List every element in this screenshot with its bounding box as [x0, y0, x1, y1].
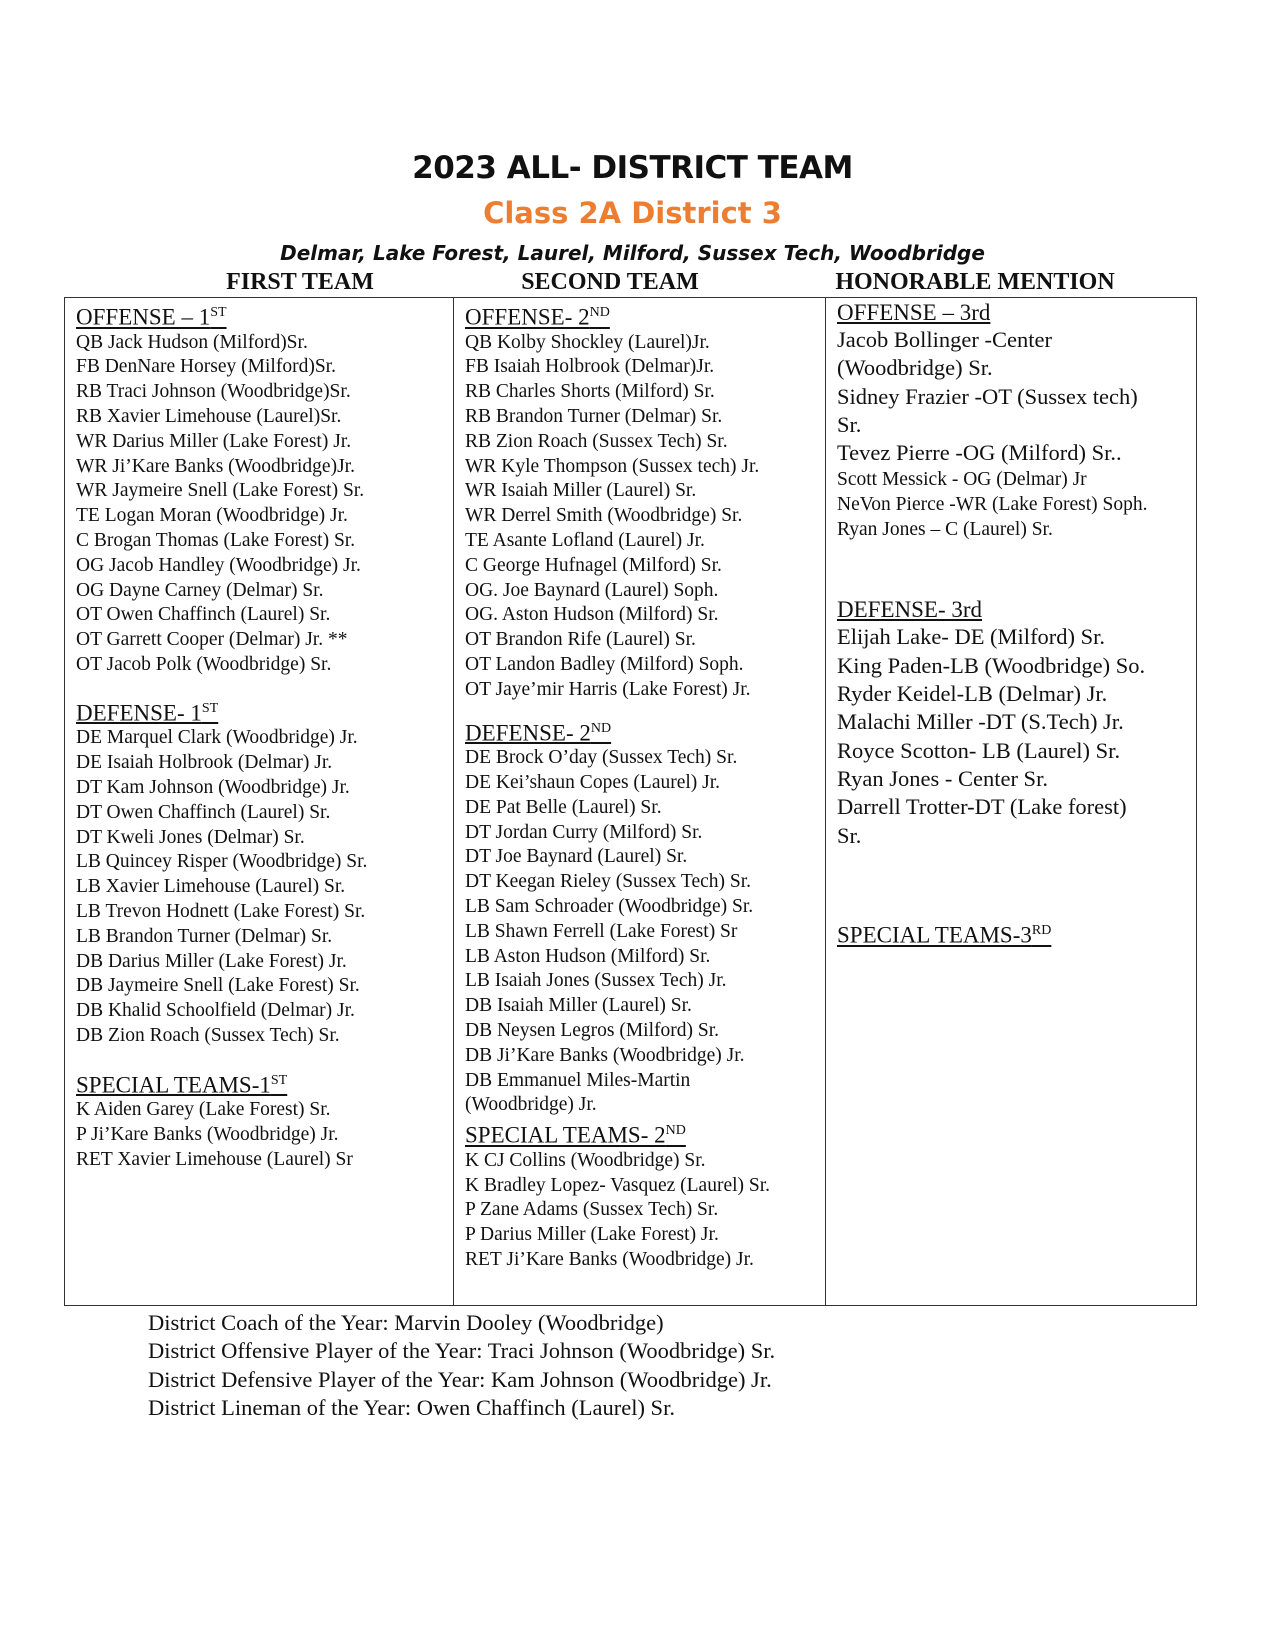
player-entry: DB Zion Roach (Sussex Tech) Sr. [76, 1025, 340, 1047]
player-entry: FB Isaiah Holbrook (Delmar)Jr. [465, 356, 715, 378]
player-entry: King Paden-LB (Woodbridge) So. [837, 652, 1146, 678]
player-entry: DT Joe Baynard (Laurel) Sr. [465, 846, 688, 868]
honorable-mention-column [837, 300, 1148, 949]
player-entry: LB Isaiah Jones (Sussex Tech) Jr. [465, 970, 727, 992]
award-entry: District Offensive Player of the Year: Traci Johnson (Woodbridge) Sr. [148, 1338, 776, 1364]
player-entry: DT Jordan Curry (Milford) Sr. [465, 821, 703, 843]
player-entry: WR Isaiah Miller (Laurel) Sr. [465, 480, 697, 502]
player-entry: DB Ji’Kare Banks (Woodbridge) Jr. [465, 1044, 745, 1066]
player-entry: OG. Aston Hudson (Milford) Sr. [465, 604, 719, 626]
player-entry: Darrell Trotter-DT (Lake forest) [837, 794, 1127, 820]
player-entry: (Woodbridge) Sr. [837, 355, 993, 381]
player-entry: OG Jacob Handley (Woodbridge) Jr. [76, 554, 361, 576]
player-entry: WR Ji’Kare Banks (Woodbridge)Jr. [76, 455, 355, 477]
player-entry: RB Charles Shorts (Milford) Sr. [465, 381, 715, 403]
player-entry: DT Kam Johnson (Woodbridge) Jr. [76, 777, 350, 799]
player-entry: LB Shawn Ferrell (Lake Forest) Sr [465, 920, 738, 942]
first-offense-heading: OFFENSE – 1ST [76, 304, 227, 330]
player-entry: OT Owen Chaffinch (Laurel) Sr. [76, 604, 331, 626]
player-entry: C George Hufnagel (Milford) Sr. [465, 554, 722, 576]
player-entry: Ryan Jones - Center Sr. [837, 765, 1048, 791]
player-entry: C Brogan Thomas (Lake Forest) Sr. [76, 530, 356, 552]
player-entry: Elijah Lake- DE (Milford) Sr. [837, 624, 1106, 650]
player-entry: P Darius Miller (Lake Forest) Jr. [465, 1224, 719, 1246]
player-entry: K Aiden Garey (Lake Forest) Sr. [76, 1099, 331, 1121]
page-subtitle: Class 2A District 3 [483, 196, 782, 230]
player-entry: Scott Messick - OG (Delmar) Jr [837, 469, 1087, 491]
player-entry: WR Jaymeire Snell (Lake Forest) Sr. [76, 480, 365, 502]
player-entry: DB Emmanuel Miles-Martin [465, 1069, 691, 1091]
player-entry: DB Isaiah Miller (Laurel) Sr. [465, 995, 692, 1017]
player-entry: LB Aston Hudson (Milford) Sr. [465, 945, 711, 967]
award-entry: District Coach of the Year: Marvin Dooley (Woodbridge) [148, 1310, 664, 1335]
player-entry: Ryan Jones – C (Laurel) Sr. [837, 519, 1053, 541]
schools-list: Delmar, Lake Forest, Laurel, Milford, Sussex Tech, Woodbridge [280, 241, 985, 265]
player-entry: OT Jaye’mir Harris (Lake Forest) Jr. [465, 678, 751, 700]
player-entry: Malachi Miller -DT (S.Tech) Jr. [837, 709, 1124, 735]
player-entry: OT Landon Badley (Milford) Soph. [465, 654, 744, 676]
player-entry: TE Asante Lofland (Laurel) Jr. [465, 530, 705, 552]
player-entry: QB Jack Hudson (Milford)Sr. [76, 331, 308, 353]
player-entry: LB Quincey Risper (Woodbridge) Sr. [76, 851, 368, 873]
column-header-second-team: SECOND TEAM [521, 269, 699, 295]
player-entry: DE Isaiah Holbrook (Delmar) Jr. [76, 752, 333, 774]
player-entry: RET Ji’Kare Banks (Woodbridge) Jr. [465, 1249, 754, 1271]
first-team-column [76, 300, 367, 1173]
player-entry: DB Jaymeire Snell (Lake Forest) Sr. [76, 975, 360, 997]
first-offense-list [76, 331, 367, 678]
honorable-offense-list [837, 326, 1148, 467]
player-entry: DT Keegan Rieley (Sussex Tech) Sr. [465, 871, 752, 893]
player-entry: LB Xavier Limehouse (Laurel) Sr. [76, 876, 346, 898]
column-divider [825, 297, 826, 1306]
second-special-list [465, 1149, 770, 1273]
second-offense-list [465, 331, 770, 703]
column-divider [453, 297, 454, 1306]
player-entry: Sr. [837, 822, 862, 848]
player-entry: DT Owen Chaffinch (Laurel) Sr. [76, 801, 331, 823]
player-entry: FB DenNare Horsey (Milford)Sr. [76, 356, 336, 378]
player-entry: K Bradley Lopez- Vasquez (Laurel) Sr. [465, 1174, 771, 1196]
player-entry: DE Marquel Clark (Woodbridge) Jr. [76, 727, 358, 749]
player-entry: LB Brandon Turner (Delmar) Sr. [76, 925, 333, 947]
player-entry: DB Khalid Schoolfield (Delmar) Jr. [76, 1000, 355, 1022]
player-entry: DE Kei’shaun Copes (Laurel) Jr. [465, 772, 721, 794]
first-defense-list [76, 726, 367, 1048]
player-entry: RB Xavier Limehouse (Laurel)Sr. [76, 406, 342, 428]
player-entry: RB Traci Johnson (Woodbridge)Sr. [76, 381, 351, 403]
player-entry: OT Garrett Cooper (Delmar) Jr. ** [76, 629, 348, 651]
player-entry: Jacob Bollinger -Center [837, 327, 1052, 352]
honorable-defense-list [837, 623, 1148, 849]
award-entry: District Defensive Player of the Year: Kam Johnson (Woodbridge) Jr. [148, 1366, 772, 1392]
player-entry: Sr. [837, 411, 862, 437]
player-entry: DB Neysen Legros (Milford) Sr. [465, 1020, 720, 1042]
award-entry: District Lineman of the Year: Owen Chaffinch (Laurel) Sr. [148, 1394, 675, 1420]
player-entry: OT Jacob Polk (Woodbridge) Sr. [76, 654, 332, 676]
second-special-heading: SPECIAL TEAMS- 2ND [465, 1122, 686, 1148]
player-entry: P Zane Adams (Sussex Tech) Sr. [465, 1199, 719, 1221]
first-defense-heading: DEFENSE- 1ST [76, 700, 219, 726]
player-entry: NeVon Pierce -WR (Lake Forest) Soph. [837, 494, 1148, 516]
player-entry: WR Derrel Smith (Woodbridge) Sr. [465, 505, 743, 527]
first-special-heading: SPECIAL TEAMS-1ST [76, 1072, 288, 1098]
player-entry: DE Brock O’day (Sussex Tech) Sr. [465, 747, 738, 769]
district-awards [148, 1309, 775, 1422]
player-entry: LB Trevon Hodnett (Lake Forest) Sr. [76, 901, 366, 923]
player-entry: Tevez Pierre -OG (Milford) Sr.. [837, 440, 1122, 466]
player-entry: P Ji’Kare Banks (Woodbridge) Jr. [76, 1124, 339, 1146]
player-entry: RB Zion Roach (Sussex Tech) Sr. [465, 430, 728, 452]
player-entry: OG. Joe Baynard (Laurel) Soph. [465, 579, 719, 601]
player-entry: LB Sam Schroader (Woodbridge) Sr. [465, 896, 754, 918]
honorable-defense-heading: DEFENSE- 3rd [837, 597, 983, 623]
second-defense-heading: DEFENSE- 2ND [465, 720, 612, 746]
player-entry: DT Kweli Jones (Delmar) Sr. [76, 826, 305, 848]
player-entry: OT Brandon Rife (Laurel) Sr. [465, 629, 696, 651]
second-offense-heading: OFFENSE- 2ND [465, 304, 610, 330]
player-entry: WR Kyle Thompson (Sussex tech) Jr. [465, 455, 760, 477]
page-title: 2023 ALL- DISTRICT TEAM [412, 150, 853, 186]
player-entry: WR Darius Miller (Lake Forest) Jr. [76, 430, 352, 452]
player-entry: Ryder Keidel-LB (Delmar) Jr. [837, 681, 1108, 707]
player-entry: TE Logan Moran (Woodbridge) Jr. [76, 505, 348, 527]
player-entry: K CJ Collins (Woodbridge) Sr. [465, 1149, 706, 1171]
column-header-first-team: FIRST TEAM [226, 269, 374, 295]
player-entry: RB Brandon Turner (Delmar) Sr. [465, 406, 723, 428]
player-entry: QB Kolby Shockley (Laurel)Jr. [465, 331, 710, 353]
player-entry: (Woodbridge) Jr. [465, 1094, 597, 1116]
player-entry: Royce Scotton- LB (Laurel) Sr. [837, 737, 1121, 763]
player-entry: DB Darius Miller (Lake Forest) Jr. [76, 950, 347, 972]
player-entry: DE Pat Belle (Laurel) Sr. [465, 796, 662, 818]
player-entry: RET Xavier Limehouse (Laurel) Sr [76, 1149, 353, 1171]
player-entry: Sidney Frazier -OT (Sussex tech) [837, 383, 1138, 409]
second-team-column [465, 300, 770, 1273]
honorable-special-heading: SPECIAL TEAMS-3RD [837, 922, 1052, 948]
first-special-list [76, 1098, 367, 1172]
column-header-honorable-mention: HONORABLE MENTION [835, 269, 1115, 295]
honorable-offense-list-small [837, 467, 1148, 542]
honorable-offense-heading: OFFENSE – 3rd [837, 300, 991, 325]
player-entry: OG Dayne Carney (Delmar) Sr. [76, 579, 324, 601]
second-defense-list [465, 746, 770, 1118]
